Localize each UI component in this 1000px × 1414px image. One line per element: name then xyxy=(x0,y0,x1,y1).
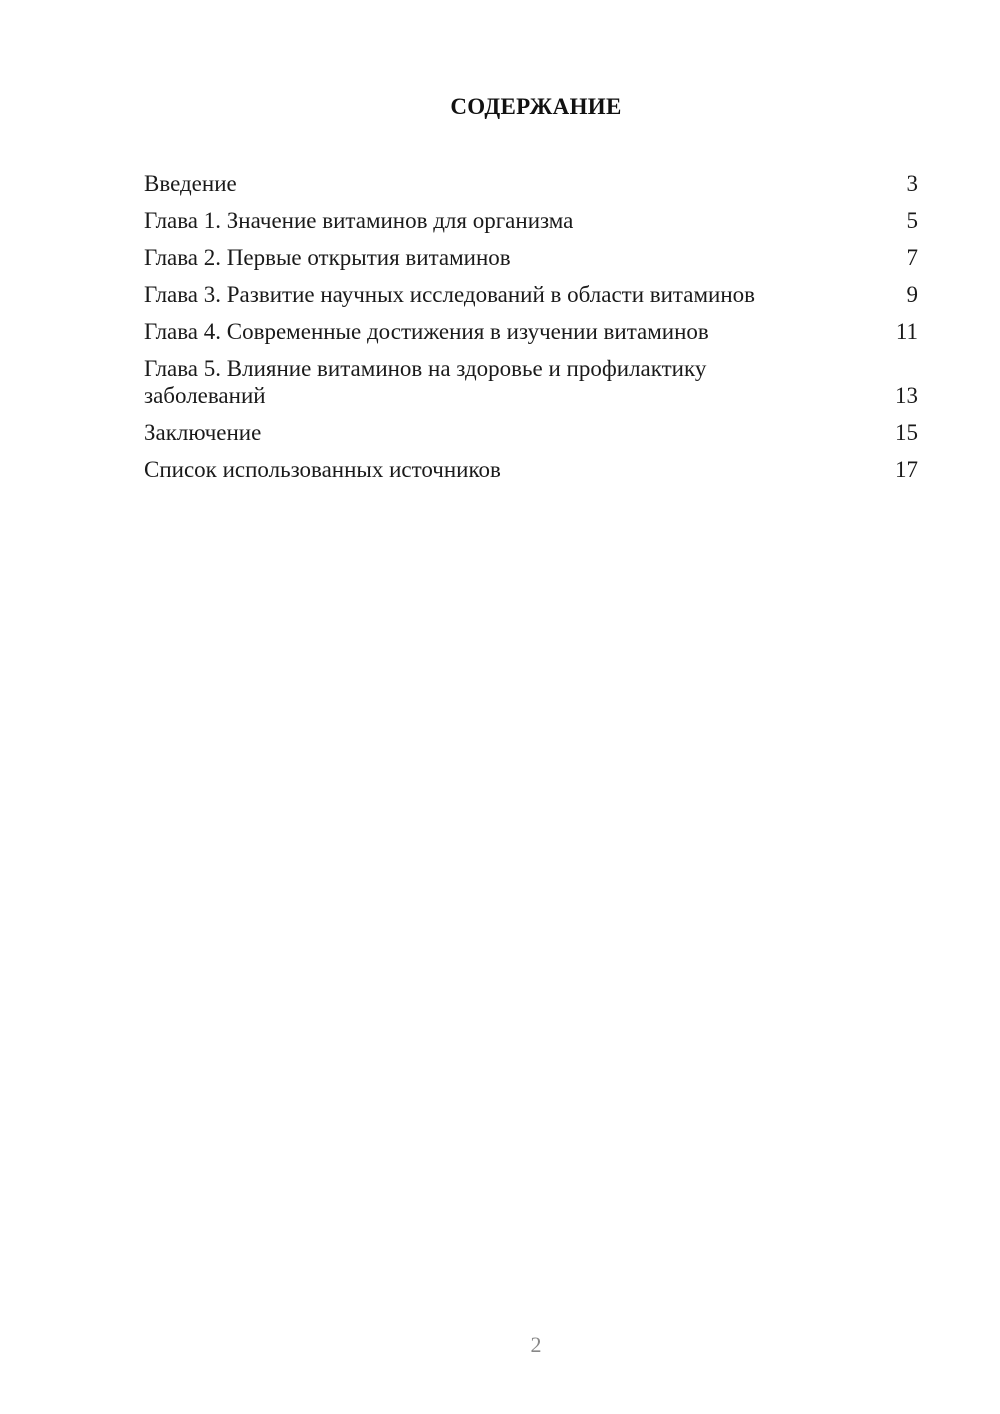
toc-entry-label: Глава 3. Развитие научных исследований в области витаминов xyxy=(144,282,756,307)
toc-entry-page: 9 xyxy=(906,282,918,307)
toc-entry-page: 5 xyxy=(906,208,918,233)
toc-entry-label: Список использованных источников xyxy=(144,457,501,482)
toc-entry-label: Глава 5. Влияние витаминов на здоровье и профилактику заболеваний xyxy=(144,356,707,408)
toc-entry-introduction[interactable] xyxy=(144,170,918,197)
toc-entry-page: 7 xyxy=(906,245,918,270)
toc-entry-page: 3 xyxy=(906,171,918,196)
toc-entry-chapter-5[interactable] xyxy=(144,355,918,409)
toc-entry-page: 17 xyxy=(895,457,918,482)
toc-entry-chapter-1[interactable] xyxy=(144,207,918,234)
page-title: СОДЕРЖАНИЕ xyxy=(450,94,622,119)
toc-entry-chapter-4[interactable] xyxy=(144,318,918,345)
toc-entry-page: 13 xyxy=(895,383,918,408)
toc-entry-label: Глава 4. Современные достижения в изучении витаминов xyxy=(144,319,709,344)
toc-entry-conclusion[interactable] xyxy=(144,419,918,446)
toc-entry-label: Введение xyxy=(144,171,237,196)
table-of-contents xyxy=(144,170,918,493)
toc-entry-page: 11 xyxy=(895,319,918,344)
toc-entry-label: Глава 2. Первые открытия витаминов xyxy=(144,245,511,270)
toc-entry-label: Заключение xyxy=(144,420,262,445)
toc-entry-label: Глава 1. Значение витаминов для организма xyxy=(144,208,574,233)
toc-entry-page: 15 xyxy=(895,420,918,445)
toc-entry-chapter-3[interactable] xyxy=(144,281,918,308)
toc-entry-references[interactable] xyxy=(144,456,918,483)
toc-entry-chapter-2[interactable] xyxy=(144,244,918,271)
page-number: 2 xyxy=(530,1332,542,1357)
